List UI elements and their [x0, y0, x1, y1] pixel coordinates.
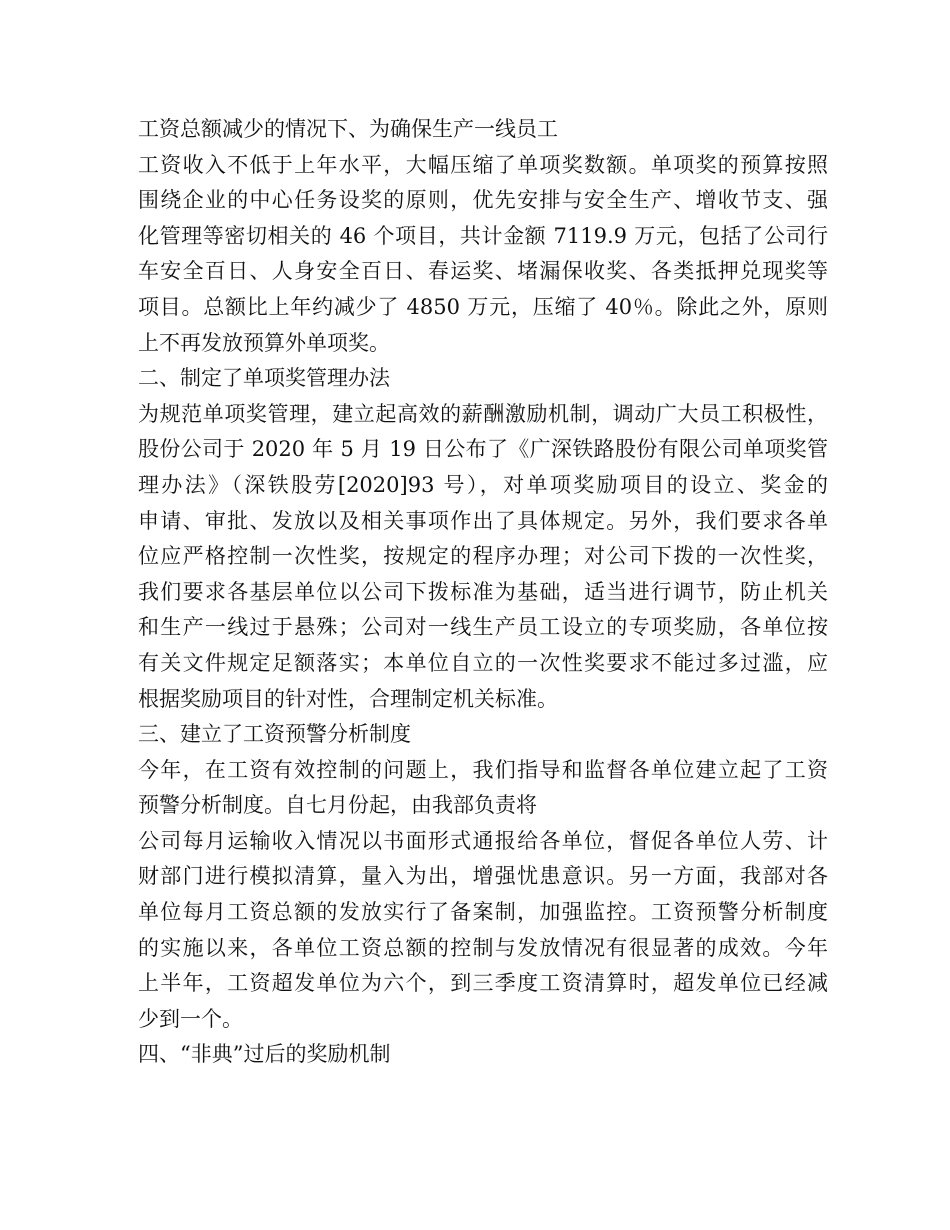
text-line: 车安全百日、人身安全百日、春运奖、堵漏保收奖、各类抵押兑现奖等 [138, 259, 828, 284]
section-heading: 二、制定了单项奖管理办法 [138, 366, 390, 391]
text-line: 上半年，工资超发单位为六个，到三季度工资清算时，超发单位已经减 [138, 971, 828, 996]
text-line: 为规范单项奖管理，建立起高效的薪酬激励机制，调动广大员工积极性， [138, 401, 828, 426]
text-line: 预警分析制度。自七月份起，由我部负责将 [138, 793, 537, 818]
text-line: 今年，在工资有效控制的问题上，我们指导和监督各单位建立起了工资 [138, 757, 828, 782]
text-line: 单位每月工资总额的发放实行了备案制，加强监控。工资预警分析制度 [138, 900, 828, 925]
text-line: 财部门进行模拟清算，量入为出，增强忧患意识。另一方面，我部对各 [138, 864, 828, 889]
text-line: 项目。总额比上年约减少了 4850 万元，压缩了 40％。除此之外，原则 [138, 294, 828, 319]
text-line: 化管理等密切相关的 46 个项目，共计金额 7119.9 万元，包括了公司行 [138, 223, 828, 248]
text-line: 工资总额减少的情况下、为确保生产一线员工 [138, 117, 558, 141]
text-line: 围绕企业的中心任务设奖的原则，优先安排与安全生产、增收节支、强 [138, 188, 828, 213]
text-line: 和生产一线过于悬殊；公司对一线生产员工设立的专项奖励，各单位按 [138, 615, 828, 640]
text-line: 少到一个。 [138, 1006, 243, 1031]
section-heading: 三、建立了工资预警分析制度 [138, 722, 411, 747]
text-line: 理办法》（深铁股劳[2020]93 号），对单项奖励项目的设立、奖金的 [138, 472, 828, 497]
text-line: 位应严格控制一次性奖，按规定的程序办理；对公司下拨的一次性奖， [138, 544, 828, 569]
text-line: 公司每月运输收入情况以书面形式通报给各单位，督促各单位人劳、计 [138, 828, 828, 853]
text-line: 我们要求各基层单位以公司下拨标准为基础，适当进行调节，防止机关 [138, 579, 828, 604]
text-line: 股份公司于 2020 年 5 月 19 日公布了《广深铁路股份有限公司单项奖管 [138, 437, 828, 462]
text-line: 的实施以来，各单位工资总额的控制与发放情况有很显著的成效。今年 [138, 935, 828, 960]
text-line: 有关文件规定足额落实；本单位自立的一次性奖要求不能过多过滥，应 [138, 650, 828, 675]
text-line: 申请、审批、发放以及相关事项作出了具体规定。另外，我们要求各单 [138, 508, 828, 533]
section-heading: 四、“非典”过后的奖励机制 [138, 1042, 391, 1067]
text-line: 工资收入不低于上年水平，大幅压缩了单项奖数额。单项奖的预算按照 [138, 152, 828, 177]
text-line: 根据奖励项目的针对性，合理制定机关标准。 [138, 686, 558, 711]
document-body [138, 112, 828, 1073]
text-line: 上不再发放预算外单项奖。 [138, 330, 390, 355]
